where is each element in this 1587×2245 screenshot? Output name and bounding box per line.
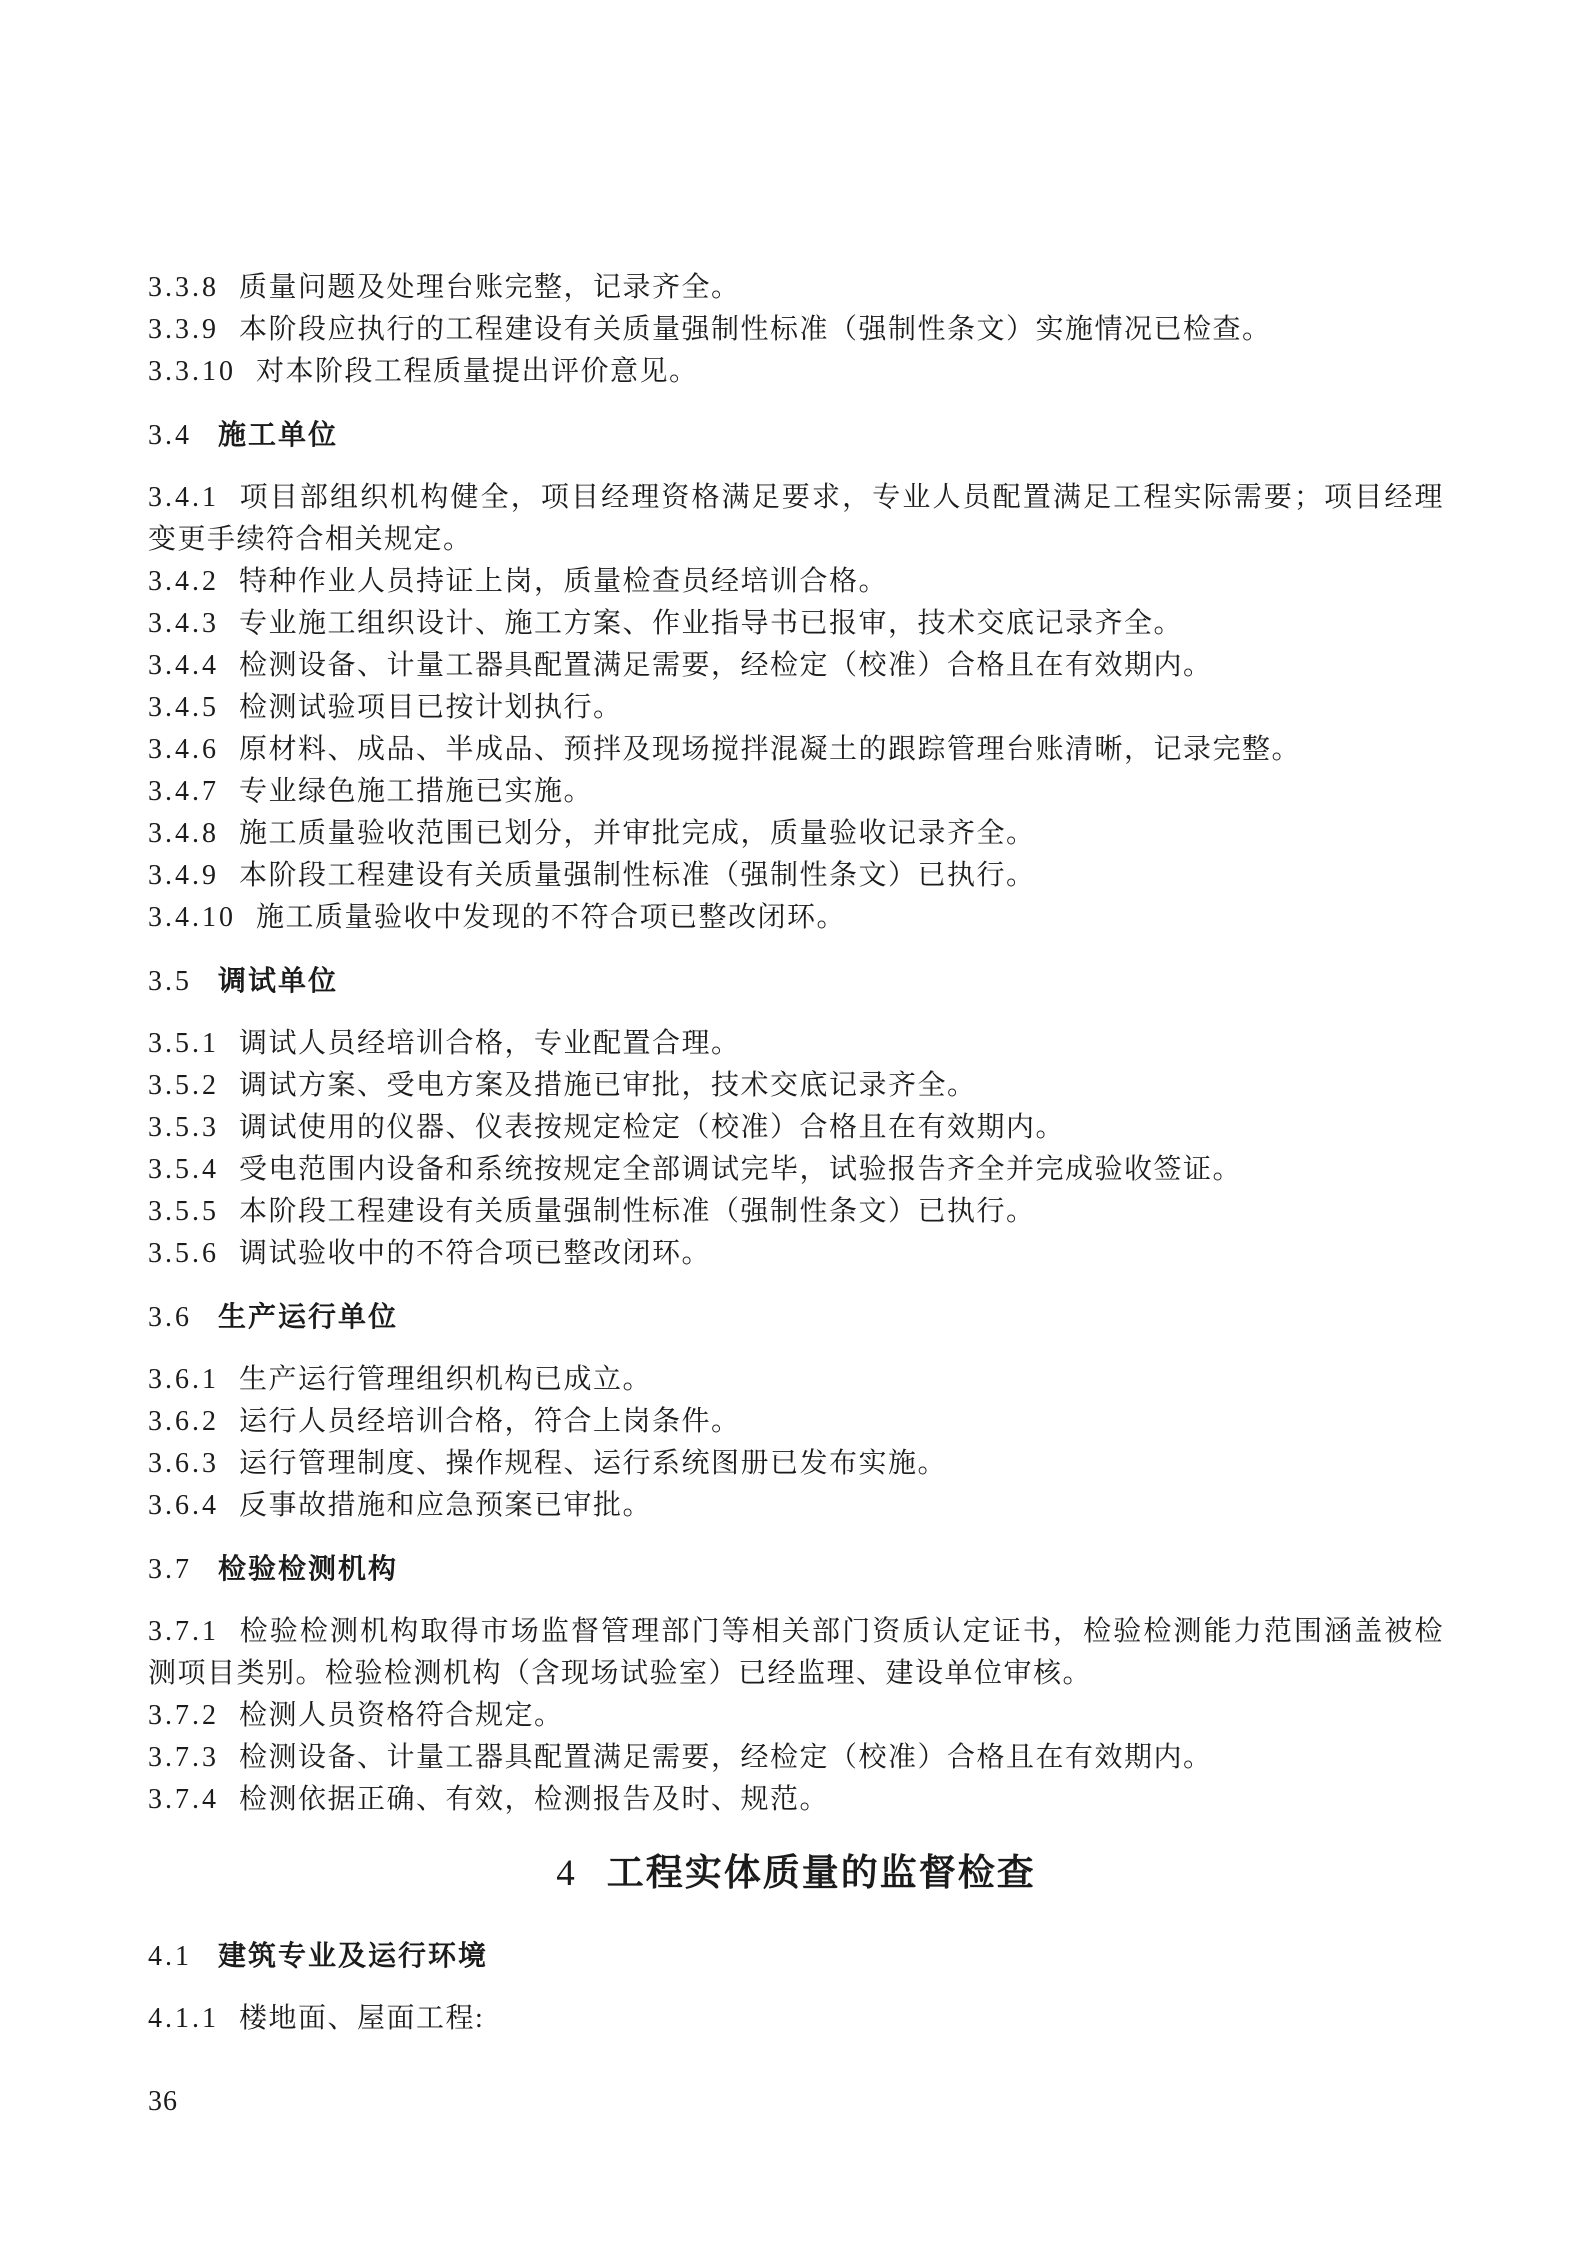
clause-number: 3.7.4 [148, 1784, 219, 1815]
clause-3.4.2 [148, 561, 1444, 603]
clause-3.4.7 [148, 771, 1444, 813]
chapter-heading-4 [148, 1845, 1444, 1902]
clause-3.4.5 [148, 687, 1444, 729]
clause-text: 楼地面、屋面工程: [239, 2003, 485, 2034]
clause-text: 本阶段工程建设有关质量强制性标准（强制性条文）已执行。 [239, 860, 1036, 891]
clause-3.3.8 [148, 267, 1444, 309]
clause-text: 质量问题及处理台账完整，记录齐全。 [239, 272, 741, 303]
section-title: 调试单位 [218, 965, 339, 996]
clause-text: 调试人员经培训合格，专业配置合理。 [239, 1028, 741, 1059]
clause-number: 3.6.4 [148, 1490, 219, 1521]
clause-number: 3.4.10 [148, 902, 236, 933]
clause-3.5.2 [148, 1065, 1444, 1107]
clause-3.6.2 [148, 1401, 1444, 1443]
section-title: 施工单位 [218, 419, 339, 450]
clause-3.6.4 [148, 1485, 1444, 1527]
clause-number: 3.5.2 [148, 1070, 219, 1101]
clause-text: 反事故措施和应急预案已审批。 [239, 1490, 653, 1521]
section-heading-4.1 [148, 1935, 1444, 1978]
clause-number: 3.4.8 [148, 818, 219, 849]
clause-3.4.1 [148, 477, 1444, 561]
clause-text: 受电范围内设备和系统按规定全部调试完毕，试验报告齐全并完成验收签证。 [239, 1154, 1243, 1185]
clause-3.3.10 [148, 351, 1444, 393]
clause-number: 3.5.4 [148, 1154, 219, 1185]
clause-text: 专业绿色施工措施已实施。 [239, 776, 594, 807]
clause-3.7.2 [148, 1695, 1444, 1737]
clause-number: 3.4.7 [148, 776, 219, 807]
clause-text: 运行人员经培训合格，符合上岗条件。 [239, 1406, 741, 1437]
clause-number: 3.6.1 [148, 1364, 219, 1395]
clause-3.4.3 [148, 603, 1444, 645]
clause-text: 检测依据正确、有效，检测报告及时、规范。 [239, 1784, 830, 1815]
clause-text: 检测设备、计量工器具配置满足需要，经检定（校准）合格且在有效期内。 [239, 650, 1213, 681]
section-number: 3.4 [148, 420, 192, 451]
clause-text: 检测设备、计量工器具配置满足需要，经检定（校准）合格且在有效期内。 [239, 1742, 1213, 1773]
section-heading-3.4 [148, 414, 1444, 457]
clause-number: 4.1.1 [148, 2003, 219, 2034]
clause-number: 3.5.1 [148, 1028, 219, 1059]
clause-number: 3.7.2 [148, 1700, 219, 1731]
clause-text: 检测人员资格符合规定。 [239, 1700, 564, 1731]
clause-number: 3.3.9 [148, 314, 219, 345]
section-heading-3.5 [148, 960, 1444, 1003]
clause-3.3.9 [148, 309, 1444, 351]
clause-3.5.1 [148, 1023, 1444, 1065]
clause-3.7.1 [148, 1611, 1444, 1695]
section-heading-3.7 [148, 1548, 1444, 1591]
section-title: 检验检测机构 [218, 1553, 399, 1584]
section-number: 4.1 [148, 1941, 192, 1972]
section-title: 生产运行单位 [218, 1301, 399, 1332]
clause-text: 特种作业人员持证上岗，质量检查员经培训合格。 [239, 566, 889, 597]
clause-text: 调试方案、受电方案及措施已审批，技术交底记录齐全。 [239, 1070, 977, 1101]
clause-text: 本阶段工程建设有关质量强制性标准（强制性条文）已执行。 [239, 1196, 1036, 1227]
clause-number: 3.4.2 [148, 566, 219, 597]
clause-number: 3.6.3 [148, 1448, 219, 1479]
clause-text: 运行管理制度、操作规程、运行系统图册已发布实施。 [239, 1448, 948, 1479]
clause-3.5.4 [148, 1149, 1444, 1191]
clause-text: 调试使用的仪器、仪表按规定检定（校准）合格且在有效期内。 [239, 1112, 1066, 1143]
section-number: 3.5 [148, 966, 192, 997]
clause-text: 原材料、成品、半成品、预拌及现场搅拌混凝土的跟踪管理台账清晰，记录完整。 [239, 734, 1302, 765]
clause-3.6.1 [148, 1359, 1444, 1401]
clause-3.7.3 [148, 1737, 1444, 1779]
clause-text: 专业施工组织设计、施工方案、作业指导书已报审，技术交底记录齐全。 [239, 608, 1184, 639]
clause-number: 3.3.8 [148, 272, 219, 303]
clause-number: 3.4.4 [148, 650, 219, 681]
section-title: 建筑专业及运行环境 [218, 1940, 489, 1971]
clause-number: 3.4.6 [148, 734, 219, 765]
clause-3.4.4 [148, 645, 1444, 687]
clause-3.4.9 [148, 855, 1444, 897]
clause-text: 项目部组织机构健全，项目经理资格满足要求，专业人员配置满足工程实际需要；项目经理变更手续符合相关规定。 [148, 482, 1444, 555]
clause-text: 施工质量验收范围已划分，并审批完成，质量验收记录齐全。 [239, 818, 1036, 849]
clause-number: 3.4.9 [148, 860, 219, 891]
page-number: 36 [148, 2086, 178, 2117]
clause-3.5.5 [148, 1191, 1444, 1233]
clause-text: 本阶段应执行的工程建设有关质量强制性标准（强制性条文）实施情况已检查。 [239, 314, 1272, 345]
clause-4.1.1 [148, 1998, 1444, 2040]
clause-number: 3.5.6 [148, 1238, 219, 1269]
clause-3.5.6 [148, 1233, 1444, 1275]
clause-text: 调试验收中的不符合项已整改闭环。 [239, 1238, 712, 1269]
clause-3.4.8 [148, 813, 1444, 855]
clause-text: 检测试验项目已按计划执行。 [239, 692, 623, 723]
clause-number: 3.7.3 [148, 1742, 219, 1773]
clause-number: 3.4.3 [148, 608, 219, 639]
clause-text: 对本阶段工程质量提出评价意见。 [256, 356, 699, 387]
clause-3.6.3 [148, 1443, 1444, 1485]
section-heading-3.6 [148, 1296, 1444, 1339]
clause-number: 3.4.5 [148, 692, 219, 723]
chapter-title: 工程实体质量的监督检查 [606, 1852, 1036, 1893]
section-number: 3.7 [148, 1554, 192, 1585]
clause-3.4.6 [148, 729, 1444, 771]
clause-number: 3.5.3 [148, 1112, 219, 1143]
clause-number: 3.3.10 [148, 356, 236, 387]
clause-number: 3.5.5 [148, 1196, 219, 1227]
clause-number: 3.4.1 [148, 482, 219, 513]
clause-3.5.3 [148, 1107, 1444, 1149]
clause-3.7.4 [148, 1779, 1444, 1821]
clause-text: 生产运行管理组织机构已成立。 [239, 1364, 653, 1395]
section-number: 3.6 [148, 1302, 192, 1333]
clause-text: 检验检测机构取得市场监督管理部门等相关部门资质认定证书，检验检测能力范围涵盖被检测项目类别。检验检测机构（含现场试验室）已经监理、建设单位审核。 [148, 1616, 1444, 1689]
clause-text: 施工质量验收中发现的不符合项已整改闭环。 [256, 902, 847, 933]
clause-number: 3.7.1 [148, 1616, 219, 1647]
clause-number: 3.6.2 [148, 1406, 219, 1437]
document-content [148, 267, 1444, 2040]
clause-3.4.10 [148, 897, 1444, 939]
chapter-number: 4 [556, 1853, 577, 1894]
